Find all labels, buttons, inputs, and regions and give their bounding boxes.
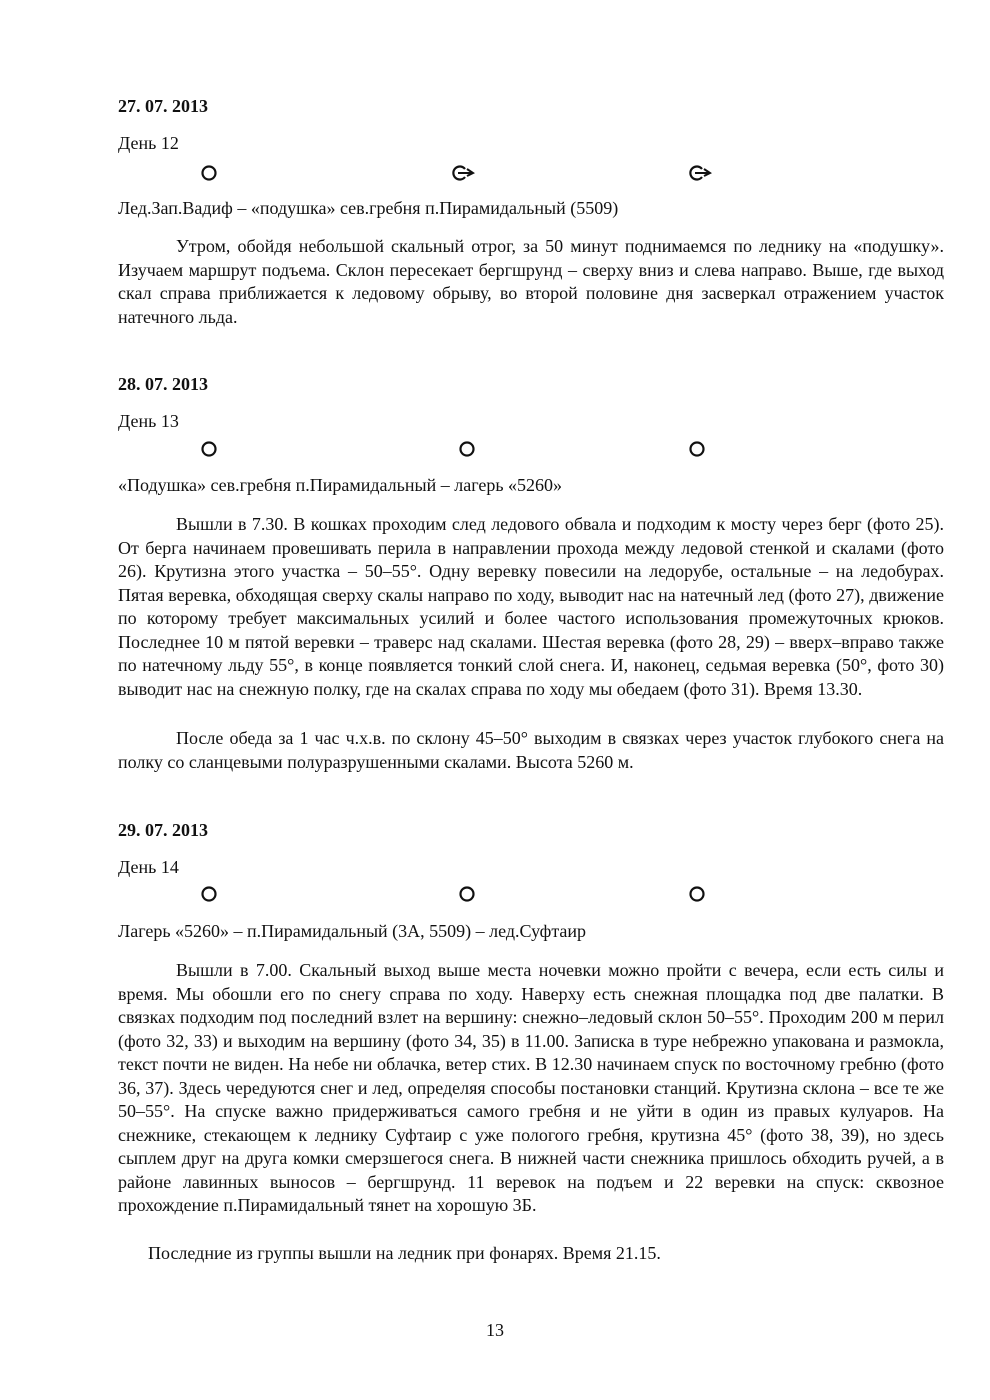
entry-paragraph: После обеда за 1 час ч.х.в. по склону 45–50° выходим в связках через участок глубокого снега на полку со сланцевыми полуразрушенными скалами. Высота 5260 м. [118,728,944,772]
clear-sun-icon [199,884,219,904]
entry-paragraph: Последние из группы вышли на ледник при фонарях. Время 21.15. [148,1243,661,1263]
route-line: «Подушка» сев.гребня п.Пирамидальный – лагерь «5260» [118,475,563,495]
clear-sun-icon [687,439,707,459]
clear-sun-icon [687,884,707,904]
entry-paragraph: Утром, обойдя небольшой скальный отрог, за 50 минут поднимаемся по леднику на «подушку». Изучаем маршрут подъема. Склон пересекает бергшрунд – сверху вниз и слева направо. Выше, где выход скал справа приближается к ледовому обрыву, во второй половине дня засверкал отражением участок натечного льда. [118,236,944,327]
entry-date: 27. 07. 2013 [118,96,208,116]
page-number: 13 [486,1320,504,1340]
entry-paragraph: Вышли в 7.30. В кошках проходим след ледового обвала и подходим к мосту через берг (фото 25). От берга начинаем провешивать перила в направлении прохода между ледовой стенкой и скалами (фото 26). Крутизна этого участка – 50–55°. Одну веревку повесили на ледорубе, остальные – на ледобурах. Пятая веревка, обходящая сверху скалы направо по ходу, выводит нас на натечный лед (фото 27), движение по которому требует максимальных усилий и более частого использования промежуточных крюков. Последнее 10 м пятой веревки – траверс над скалами. Шестая веревка (фото 28, 29) – вверх–вправо также по натечному льду 55°, в конце появляется тонкий слой снега. И, наконец, седьмая веревка (50°, фото 30) выводит нас на снежную полку, где на скалах справа по ходу мы обедаем (фото 31). Время 13.30. [118,514,944,699]
clear-sun-icon [199,439,219,459]
entry-paragraph: Вышли в 7.00. Скальный выход выше места ночевки можно пройти с вечера, если есть силы и время. Мы обошли его по снегу справа по ходу. Наверху есть снежная площадка под две палатки. В связках подходим под последний взлет на вершину: снежно–ледовый склон 50–55°. Проходим 200 м перил (фото 32, 33) и выходим на вершину (фото 34, 35) в 11.00. Записка в туре небрежно упакована и размокла, текст почти не виден. На небе ни облачка, ветер стих. В 12.30 начинаем спуск по восточному гребню (фото 36, 37). Здесь чередуются снег и лед, определяя способы постановки станций. Крутизна склона – все те же 50–55°. На спуске важно придерживаться самого гребня и не уйти в один из правых кулуаров. На снежнике, стекающем к леднику Суфтаир с уже пологого гребня, крутизна 45° (фото 38, 39), но здесь сыплем друг на друга комки смерзшегося снега. В нижней части снежника пришлось обходить ручей, а в районе лавинных выносов – бергшрунд. 11 веревок на подъем и 22 веревки на спуск: сквозное прохождение п.Пирамидальный тянет на хорошую 3Б. [118,960,944,1215]
entry-day: День 12 [118,133,179,153]
clear-sun-icon [457,884,477,904]
clear-sun-icon [199,163,219,183]
route-line: Лагерь «5260» – п.Пирамидальный (3А, 5509) – лед.Суфтаир [118,921,587,941]
entry-date: 29. 07. 2013 [118,820,208,840]
sun-cloud-icon [449,163,477,183]
entry-date: 28. 07. 2013 [118,374,208,394]
route-line: Лед.Зап.Вадиф – «подушка» сев.гребня п.Пирамидальный (5509) [118,198,619,218]
entry-day: День 13 [118,411,179,431]
entry-day: День 14 [118,857,179,877]
sun-cloud-icon [686,163,714,183]
clear-sun-icon [457,439,477,459]
